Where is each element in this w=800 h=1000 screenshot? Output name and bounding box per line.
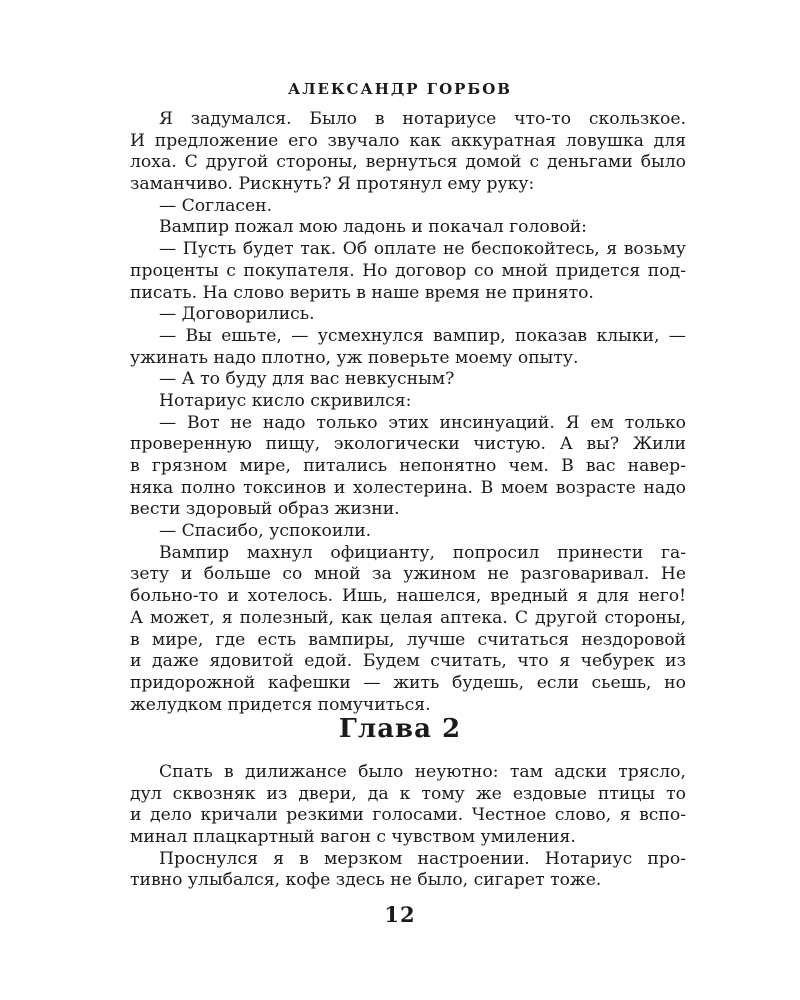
text-line: Вампир пожал мою ладонь и покачал головой: bbox=[159, 217, 587, 238]
text-line: Я задумался. Было в нотариусе что-то скользкое. bbox=[159, 109, 686, 129]
text-line: Спать в дилижансе было неуютно: там адски трясло, bbox=[159, 762, 686, 782]
text-line: ужинать надо плотно, уж поверьте моему опыту. bbox=[130, 347, 579, 368]
text-line: желудком придется помучиться. bbox=[130, 694, 431, 715]
text-line: и даже ядовитой едой. Будем считать, что я чебурек из bbox=[130, 651, 686, 672]
text-line: — А то буду для вас невкусным? bbox=[159, 369, 455, 390]
text-block-after-chapter bbox=[130, 762, 686, 892]
chapter-heading: Глава 2 bbox=[338, 714, 462, 744]
text-line: зету и больше со мной за ужином не разговаривал. Не bbox=[130, 564, 686, 585]
text-line: больно-то и хотелось. Ишь, нашелся, вредный я для него! bbox=[130, 586, 686, 607]
text-line: Вампир махнул официанту, попросил принести га- bbox=[159, 542, 686, 563]
text-line: А может, я полезный, как целая аптека. С другой стороны, bbox=[130, 607, 686, 628]
text-line: Нотариус кисло скривился: bbox=[159, 390, 412, 411]
text-line: няка полно токсинов и холестерина. В моем возрасте надо bbox=[130, 477, 686, 498]
text-line: Проснулся я в мерзком настроении. Нотариус про- bbox=[159, 848, 686, 869]
text-line: в мире, где есть вампиры, лучше считаться нездоровой bbox=[130, 629, 686, 650]
text-line: заманчиво. Рискнуть? Я протянул ему руку: bbox=[130, 174, 535, 195]
text-line: и дело кричали резкими голосами. Честное слово, я вспо- bbox=[130, 805, 686, 826]
text-block-before-chapter bbox=[130, 109, 686, 716]
text-line: — Спасибо, успокоили. bbox=[159, 521, 372, 542]
text-line: минал плацкартный вагон с чувством умиления. bbox=[130, 827, 576, 848]
text-line: вести здоровый образ жизни. bbox=[130, 499, 400, 520]
page-number: 12 bbox=[384, 902, 416, 927]
text-line: тивно улыбался, кофе здесь не было, сигарет тоже. bbox=[130, 870, 602, 891]
text-line: — Вот не надо только этих инсинуаций. Я ем только bbox=[159, 412, 686, 433]
text-line: — Согласен. bbox=[159, 195, 273, 216]
text-line: — Пусть будет так. Об оплате не беспокойтесь, я возьму bbox=[159, 239, 686, 260]
text-line: проценты с покупателя. Но договор со мной придется под- bbox=[130, 260, 686, 281]
text-line: писать. На слово верить в наше время не принято. bbox=[130, 282, 594, 303]
text-line: И предложение его звучало как аккуратная ловушка для bbox=[130, 130, 686, 151]
text-line: — Вы ешьте, — усмехнулся вампир, показав клыки, — bbox=[159, 325, 686, 346]
text-line: лоха. С другой стороны, вернуться домой с деньгами было bbox=[130, 152, 686, 173]
running-header-author: АЛЕКСАНДР ГОРБОВ bbox=[288, 80, 512, 98]
text-line: дул сквозняк из двери, да к тому же ездовые птицы то bbox=[130, 783, 686, 804]
text-line: проверенную пищу, экологически чистую. А вы? Жили bbox=[130, 434, 686, 455]
text-line: придорожной кафешки — жить будешь, если сьешь, но bbox=[130, 672, 686, 693]
text-line: в грязном мире, питались непонятно чем. В вас навер- bbox=[130, 456, 686, 476]
text-line: — Договорились. bbox=[159, 304, 315, 325]
